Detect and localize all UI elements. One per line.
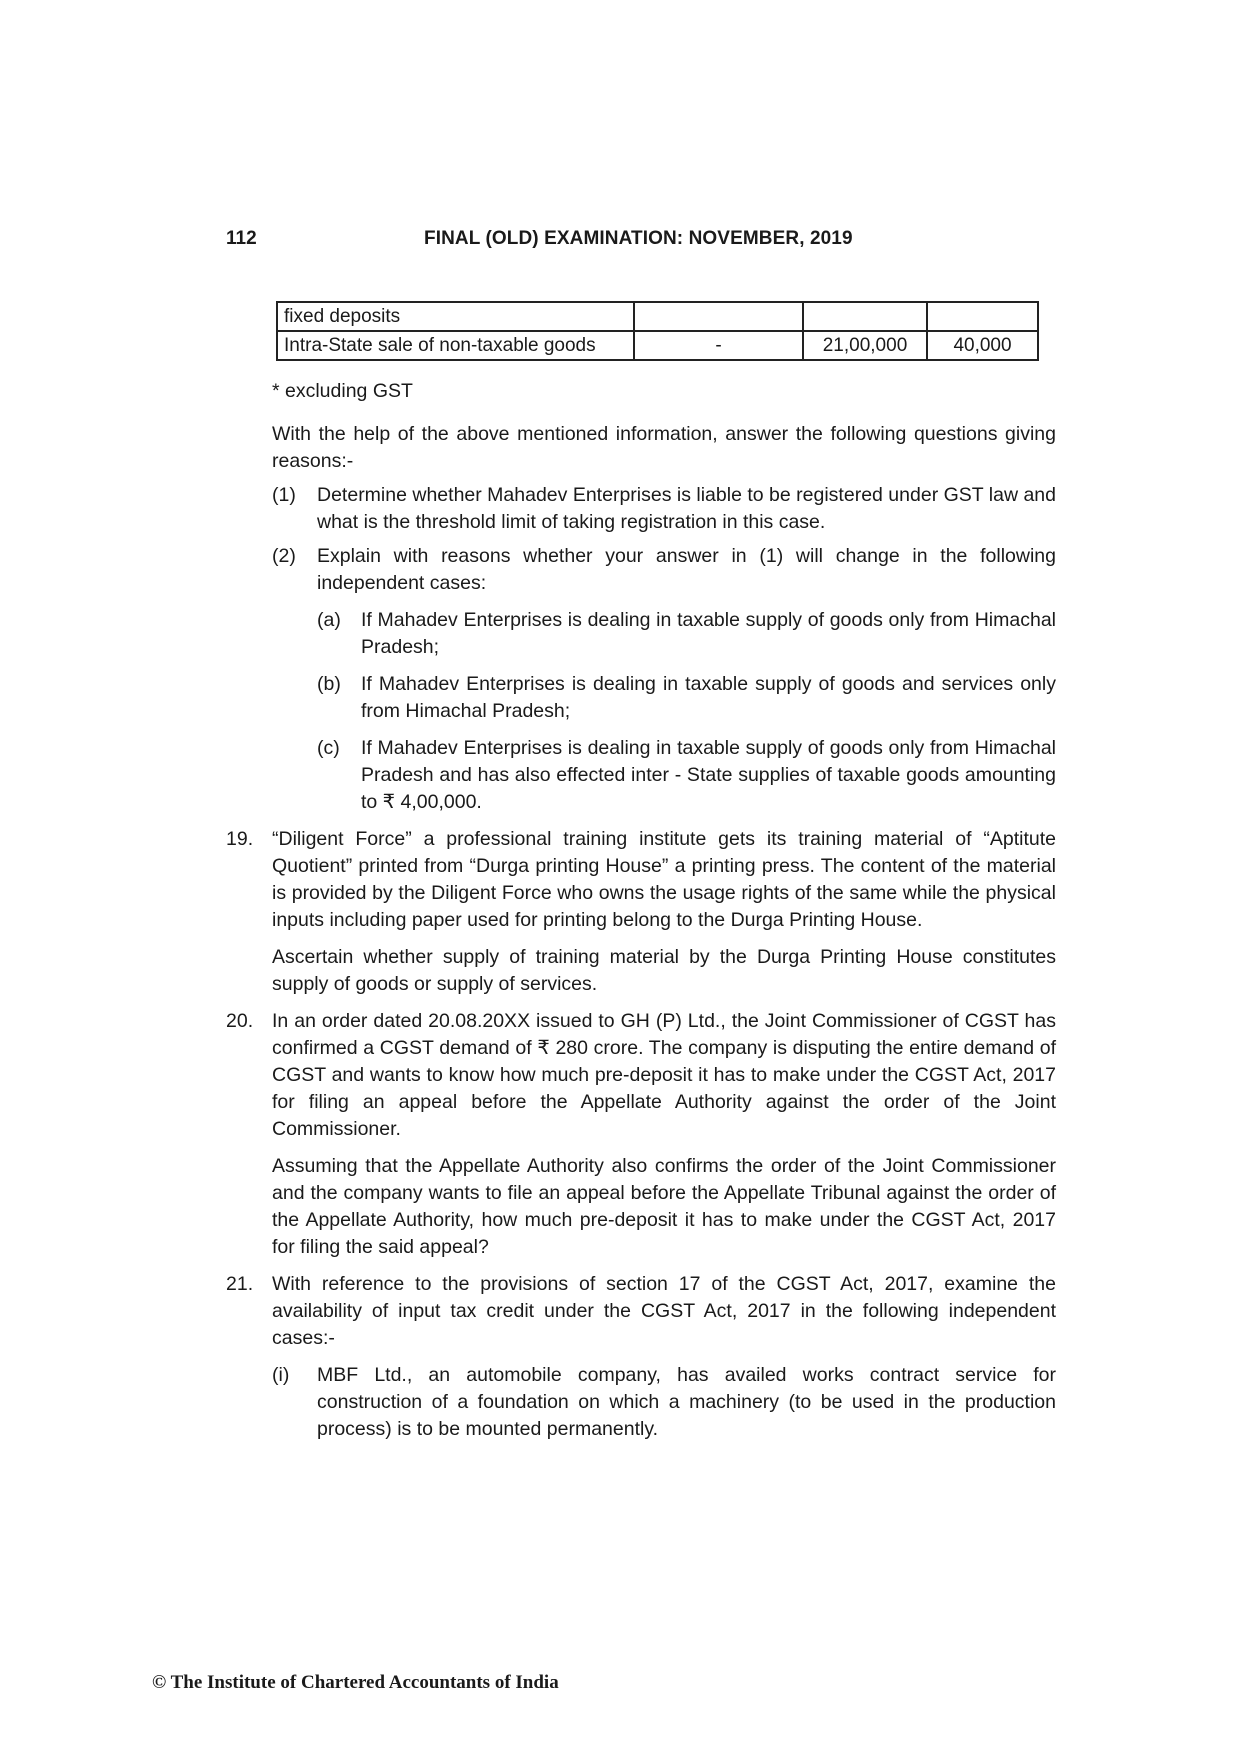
page-number: 112 (226, 228, 257, 249)
table-cell: - (634, 331, 803, 360)
part-label: (i) (272, 1364, 290, 1386)
table-cell: 40,000 (927, 331, 1038, 360)
table-row (277, 331, 1038, 360)
question-text: “Diligent Force” a professional training institute gets its training material of “Aptitute Quotient” printed from “Durga printing House” a printing press. The content of the material is provided by the Diligent Force who owns the usage rights of the same while the physical inputs including paper used for printing belong to the Durga Printing House. (272, 828, 1056, 931)
part-label: (2) (272, 545, 296, 567)
question-number: 21. (226, 1273, 254, 1295)
table-cell (927, 302, 1038, 331)
question-19 (226, 826, 1056, 998)
part-text: Determine whether Mahadev Enterprises is liable to be registered under GST law and what is the threshold limit of taking registration in this case. (317, 484, 1056, 533)
question-number: 20. (226, 1010, 254, 1032)
question-subpart (226, 735, 1056, 816)
subpart-text: If Mahadev Enterprises is dealing in taxable supply of goods only from Himachal Pradesh and has also effected inter - State supplies of taxable goods amounting to ₹ 4,00,000. (361, 737, 1056, 813)
question-20 (226, 1008, 1056, 1261)
question-part (226, 543, 1056, 597)
question-part (226, 482, 1056, 536)
question-part (226, 1362, 1056, 1443)
subpart-label: (a) (317, 609, 341, 631)
subpart-label: (c) (317, 737, 340, 759)
page-header (0, 228, 1241, 258)
question-subpart (226, 671, 1056, 725)
question-text: Assuming that the Appellate Authority also confirms the order of the Joint Commissioner and the company wants to file an appeal before the Appellate Tribunal against the order of the Appellate Authority, how much pre-deposit it has to make under the CGST Act, 2017 for filing the said appeal? (272, 1155, 1056, 1258)
question-text: With reference to the provisions of section 17 of the CGST Act, 2017, examine the availability of input tax credit under the CGST Act, 2017 in the following independent cases:- (272, 1273, 1056, 1349)
table-cell: fixed deposits (277, 302, 634, 331)
subpart-label: (b) (317, 673, 341, 695)
subpart-text: If Mahadev Enterprises is dealing in taxable supply of goods and services only from Himachal Pradesh; (361, 673, 1056, 722)
part-text: MBF Ltd., an automobile company, has availed works contract service for construction of a foundation on which a machinery (to be used in the production process) is to be mounted permanently. (317, 1364, 1056, 1440)
question-subpart (226, 607, 1056, 661)
income-table (276, 301, 1039, 361)
table-cell (634, 302, 803, 331)
table-cell (803, 302, 927, 331)
table-note: * excluding GST (272, 380, 413, 402)
question-21 (226, 1271, 1056, 1352)
copyright-footer: © The Institute of Chartered Accountants of India (152, 1672, 559, 1693)
table-cell: 21,00,000 (803, 331, 927, 360)
question-text: In an order dated 20.08.20XX issued to GH (P) Ltd., the Joint Commissioner of CGST has confirmed a CGST demand of ₹ 280 crore. The company is disputing the entire demand of CGST and wants to know how much pre-deposit it has to make under the CGST Act, 2017 for filing an appeal before the Appellate Authority against the order of the Joint Commissioner. (272, 1010, 1056, 1140)
intro-paragraph: With the help of the above mentioned information, answer the following questions giving reasons:- (272, 423, 1056, 472)
question-number: 19. (226, 828, 254, 850)
subpart-text: If Mahadev Enterprises is dealing in taxable supply of goods only from Himachal Pradesh; (361, 609, 1056, 658)
exam-title: FINAL (OLD) EXAMINATION: NOVEMBER, 2019 (424, 228, 853, 249)
part-text: Explain with reasons whether your answer in (1) will change in the following independent cases: (317, 545, 1056, 594)
part-label: (1) (272, 484, 296, 506)
page-content (226, 378, 1056, 1443)
table-row (277, 302, 1038, 331)
table-cell: Intra-State sale of non-taxable goods (277, 331, 634, 360)
question-text: Ascertain whether supply of training material by the Durga Printing House constitutes supply of goods or supply of services. (272, 946, 1056, 995)
